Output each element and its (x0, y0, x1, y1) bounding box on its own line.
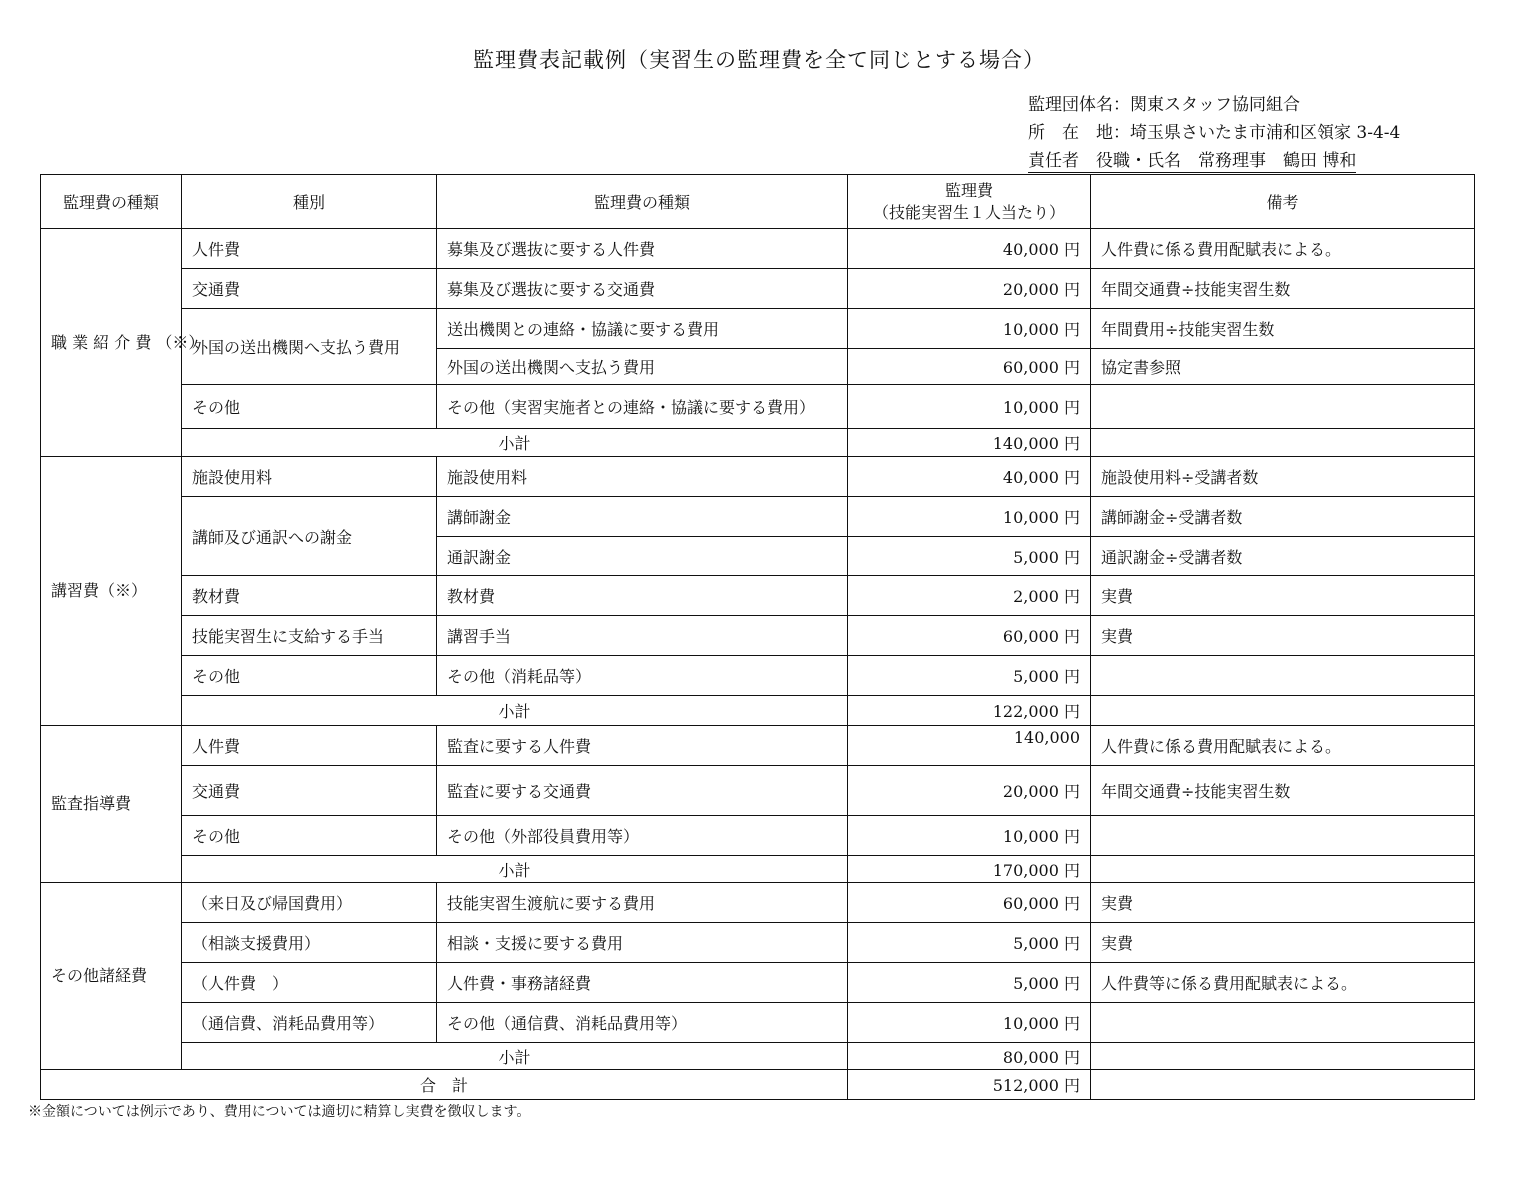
org-name-line: 監理団体名：関東スタッフ協同組合 (1028, 95, 1300, 115)
category-cell: 講習費（※） (41, 457, 182, 726)
category-cell: その他諸経費 (41, 883, 182, 1070)
detail-cell: その他（実習実施者との連絡・協議に要する費用） (437, 385, 848, 429)
type-cell: その他 (182, 816, 437, 856)
header-amount (848, 175, 1091, 229)
header-type: 種別 (182, 175, 437, 229)
amount-cell: 60,000 円 (848, 349, 1091, 385)
table-row (41, 616, 1475, 656)
org-address-line: 所 在 地：埼玉県さいたま市浦和区領家 3-4-4 (1028, 123, 1401, 143)
table-row (41, 269, 1475, 309)
amount-cell: 2,000 円 (848, 576, 1091, 616)
amount-cell: 10,000 円 (848, 816, 1091, 856)
amount-cell: 5,000 円 (848, 923, 1091, 963)
detail-cell: 監査に要する交通費 (437, 766, 848, 816)
type-cell: （相談支援費用） (182, 923, 437, 963)
detail-cell: 人件費・事務諸経費 (437, 963, 848, 1003)
table-row (41, 883, 1475, 923)
detail-cell: その他（通信費、消耗品費用等） (437, 1003, 848, 1043)
table-row (41, 497, 1475, 537)
type-cell: 外国の送出機関へ支払う費用 (182, 309, 437, 385)
table-row (41, 1003, 1475, 1043)
table-row (41, 656, 1475, 696)
category-cell: 監査指導費 (41, 726, 182, 883)
note-cell: 人件費に係る費用配賦表による。 (1091, 726, 1475, 766)
note-cell (1091, 856, 1475, 883)
amount-cell: 10,000 円 (848, 1003, 1091, 1043)
subtotal-amount: 140,000 円 (848, 429, 1091, 457)
type-cell: 施設使用料 (182, 457, 437, 497)
detail-cell: 施設使用料 (437, 457, 848, 497)
subtotal-amount: 122,000 円 (848, 696, 1091, 726)
subtotal-row (41, 696, 1475, 726)
type-cell: 講師及び通訳への謝金 (182, 497, 437, 576)
detail-cell: 募集及び選抜に要する人件費 (437, 229, 848, 269)
detail-cell: 相談・支援に要する費用 (437, 923, 848, 963)
note-cell: 人件費等に係る費用配賦表による。 (1091, 963, 1475, 1003)
amount-cell: 60,000 円 (848, 883, 1091, 923)
org-person-line: 責任者 役職・氏名 常務理事 鶴田 博和 (1028, 146, 1356, 173)
amount-cell: 10,000 円 (848, 497, 1091, 537)
detail-cell: 技能実習生渡航に要する費用 (437, 883, 848, 923)
note-cell (1091, 816, 1475, 856)
amount-cell: 5,000 円 (848, 537, 1091, 576)
amount-cell: 10,000 円 (848, 309, 1091, 349)
note-cell: 通訳謝金÷受講者数 (1091, 537, 1475, 576)
table-row (41, 229, 1475, 269)
table-row (41, 457, 1475, 497)
amount-cell: 20,000 円 (848, 269, 1091, 309)
type-cell: 人件費 (182, 726, 437, 766)
amount-cell: 5,000 円 (848, 963, 1091, 1003)
type-cell: 人件費 (182, 229, 437, 269)
note-cell: 人件費に係る費用配賦表による。 (1091, 229, 1475, 269)
total-row (41, 1070, 1475, 1100)
detail-cell: 講師謝金 (437, 497, 848, 537)
document-title: 監理費表記載例（実習生の監理費を全て同じとする場合） (473, 48, 1045, 72)
amount-cell (848, 726, 1091, 766)
note-cell: 実費 (1091, 576, 1475, 616)
total-amount: 512,000 円 (848, 1070, 1091, 1100)
table-row (41, 923, 1475, 963)
category-cell: 職 業 紹 介 費 （※） (41, 229, 182, 457)
subtotal-label: 小計 (182, 1043, 848, 1070)
amount-cell: 5,000 円 (848, 656, 1091, 696)
note-cell (1091, 696, 1475, 726)
subtotal-row (41, 856, 1475, 883)
footnote: ※金額については例示であり、費用については適切に精算し実費を徴収します。 (28, 1104, 531, 1120)
detail-cell: 教材費 (437, 576, 848, 616)
subtotal-amount: 170,000 円 (848, 856, 1091, 883)
note-cell (1091, 1043, 1475, 1070)
amount-cell: 60,000 円 (848, 616, 1091, 656)
header-detail: 監理費の種類 (437, 175, 848, 229)
note-cell (1091, 429, 1475, 457)
subtotal-label: 小計 (182, 856, 848, 883)
detail-cell: 外国の送出機関へ支払う費用 (437, 349, 848, 385)
note-cell: 施設使用料÷受講者数 (1091, 457, 1475, 497)
note-cell (1091, 656, 1475, 696)
note-cell: 協定書参照 (1091, 349, 1475, 385)
note-cell (1091, 1070, 1475, 1100)
note-cell: 年間交通費÷技能実習生数 (1091, 766, 1475, 816)
type-cell: 交通費 (182, 269, 437, 309)
subtotal-label: 小計 (182, 429, 848, 457)
fee-table (40, 174, 1475, 1100)
note-cell: 講師謝金÷受講者数 (1091, 497, 1475, 537)
amount-cell: 40,000 円 (848, 457, 1091, 497)
table-row (41, 385, 1475, 429)
note-cell: 実費 (1091, 616, 1475, 656)
detail-cell: 送出機関との連絡・協議に要する費用 (437, 309, 848, 349)
type-cell: 交通費 (182, 766, 437, 816)
type-cell: その他 (182, 656, 437, 696)
amount-cell: 20,000 円 (848, 766, 1091, 816)
type-cell: 教材費 (182, 576, 437, 616)
total-label: 合 計 (41, 1070, 848, 1100)
detail-cell: 募集及び選抜に要する交通費 (437, 269, 848, 309)
subtotal-row (41, 429, 1475, 457)
detail-cell: 通訳謝金 (437, 537, 848, 576)
detail-cell: 監査に要する人件費 (437, 726, 848, 766)
note-cell (1091, 385, 1475, 429)
header-category: 監理費の種類 (41, 175, 182, 229)
subtotal-amount: 80,000 円 (848, 1043, 1091, 1070)
table-row (41, 576, 1475, 616)
type-cell: （人件費 ） (182, 963, 437, 1003)
type-cell: （来日及び帰国費用） (182, 883, 437, 923)
table-row (41, 309, 1475, 349)
detail-cell: その他（外部役員費用等） (437, 816, 848, 856)
note-cell (1091, 1003, 1475, 1043)
note-cell: 年間費用÷技能実習生数 (1091, 309, 1475, 349)
header-amount-line2: （技能実習生１人当たり） (872, 202, 1065, 222)
table-header-row (41, 175, 1475, 229)
header-note: 備考 (1091, 175, 1475, 229)
amount-cell: 10,000 円 (848, 385, 1091, 429)
note-cell: 実費 (1091, 923, 1475, 963)
amount-cell: 40,000 円 (848, 229, 1091, 269)
note-cell: 年間交通費÷技能実習生数 (1091, 269, 1475, 309)
type-cell: 技能実習生に支給する手当 (182, 616, 437, 656)
note-cell: 実費 (1091, 883, 1475, 923)
subtotal-row (41, 1043, 1475, 1070)
subtotal-label: 小計 (182, 696, 848, 726)
table-row (41, 726, 1475, 766)
amount-value: 140,000 (1013, 728, 1080, 747)
type-cell: （通信費、消耗品費用等） (182, 1003, 437, 1043)
type-cell: その他 (182, 385, 437, 429)
detail-cell: その他（消耗品等） (437, 656, 848, 696)
table-row (41, 963, 1475, 1003)
detail-cell: 講習手当 (437, 616, 848, 656)
table-row (41, 766, 1475, 816)
header-amount-line1: 監理費 (944, 180, 993, 200)
table-row (41, 816, 1475, 856)
